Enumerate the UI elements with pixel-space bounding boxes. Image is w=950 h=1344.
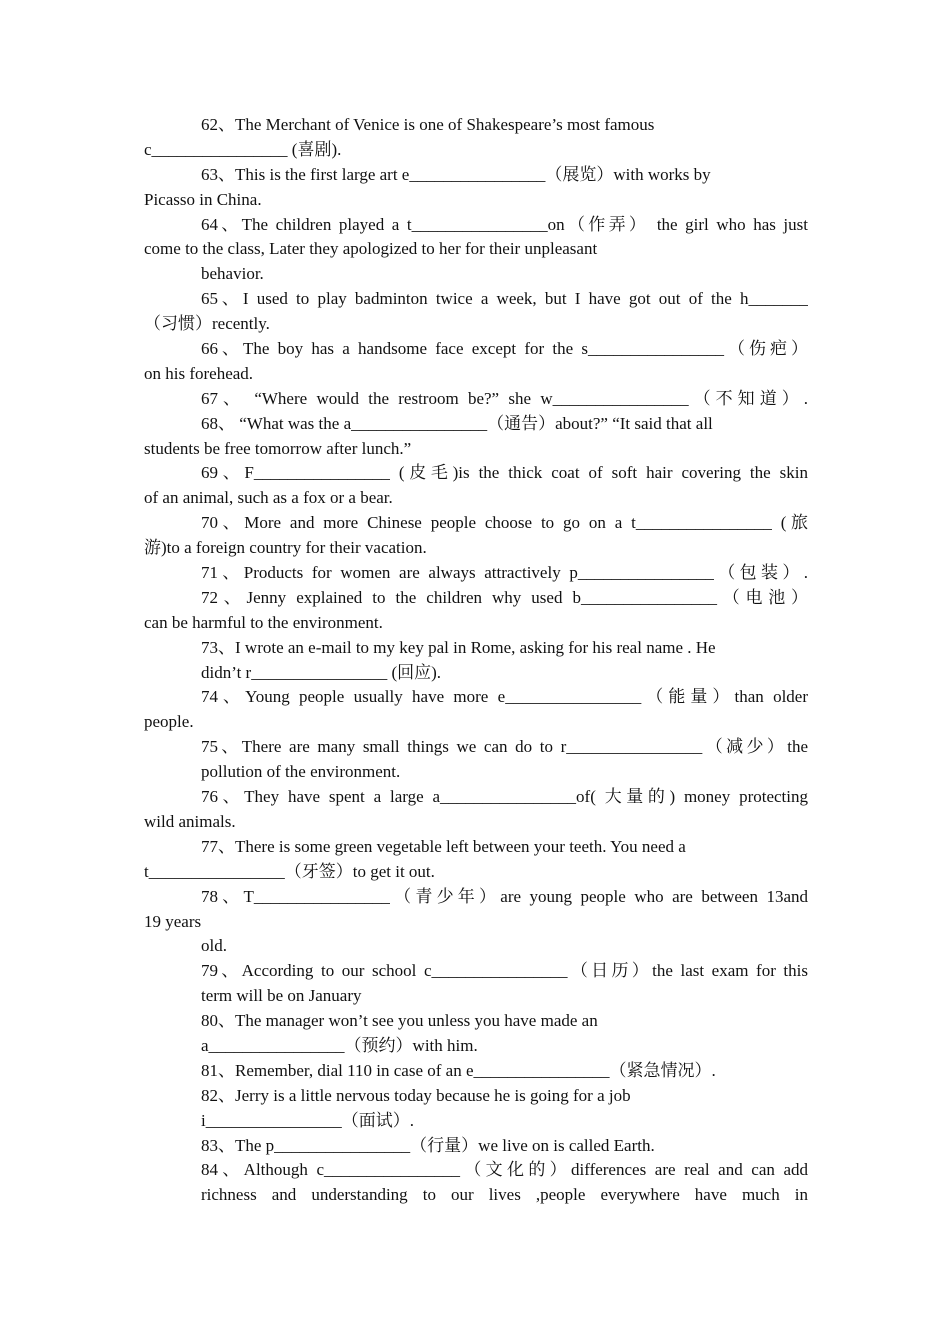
text-line: 75、There are many small things we can do to r________________（减少）the <box>201 737 808 757</box>
text-line: 64、The children played a t________________on（作弄） the girl who has just <box>201 214 808 234</box>
text-line: a________________（预约）with him. <box>201 1035 478 1055</box>
text-line: 78、T________________（青少年）are young people who are between 13and <box>201 886 808 906</box>
text-line: t________________（牙签）to get it out. <box>144 861 435 881</box>
text-line: 游)to a foreign country for their vacation. <box>144 538 427 558</box>
text-line: 63、This is the first large art e________________（展览）with works by <box>201 164 711 184</box>
text-line: students be free tomorrow after lunch.” <box>144 438 412 458</box>
text-line: richness and understanding to our lives ,people everywhere have much in <box>201 1185 808 1205</box>
text-line: old. <box>201 936 227 956</box>
text-line: behavior. <box>201 264 264 284</box>
text-line: 71、Products for women are always attractively p________________（包装）. <box>201 563 808 583</box>
text-line: people. <box>144 712 194 732</box>
exercise-page <box>144 113 808 1208</box>
text-line: 83、The p________________（行量）we live on is called Earth. <box>201 1135 655 1155</box>
text-line: 72、Jenny explained to the children why used b________________（电池） <box>201 587 808 607</box>
text-line: 67、 “Where would the restroom be?” she w________________（不知道）. <box>201 388 808 408</box>
text-line: 84、Although c________________（文化的）differences are real and can add <box>201 1160 808 1180</box>
text-line: Picasso in China. <box>144 189 262 209</box>
text-line: c________________ (喜剧). <box>144 139 342 159</box>
text-line: 65、I used to play badminton twice a week, but I have got out of the h_______ <box>201 289 808 309</box>
text-line: 79、According to our school c________________（日历）the last exam for this <box>201 961 808 981</box>
text-line: i________________（面试）. <box>201 1110 414 1130</box>
text-line: come to the class, Later they apologized to her for their unpleasant <box>144 239 598 259</box>
text-line: 82、Jerry is a little nervous today because he is going for a job <box>201 1085 631 1105</box>
text-line: （习惯）recently. <box>144 314 270 334</box>
text-line: 80、The manager won’t see you unless you have made an <box>201 1011 598 1031</box>
text-line: 69、F________________ (皮毛)is the thick coat of soft hair covering the skin <box>201 463 808 483</box>
text-line: on his forehead. <box>144 363 254 383</box>
text-line: 62、The Merchant of Venice is one of Shakespeare’s most famous <box>201 115 655 134</box>
text-line: 76、They have spent a large a________________of( 大量的) money protecting <box>201 787 808 807</box>
text-line: 70、More and more Chinese people choose to go on a t________________ (旅 <box>201 513 808 533</box>
text-line: can be harmful to the environment. <box>144 612 383 632</box>
text-line: 68、 “What was the a________________（通告）about?” “It said that all <box>201 413 713 433</box>
text-line: 77、There is some green vegetable left between your teeth. You need a <box>201 836 686 856</box>
text-line: 66、The boy has a handsome face except for the s________________（伤疤） <box>201 339 808 359</box>
text-line: pollution of the environment. <box>201 762 401 782</box>
text-line: 19 years <box>144 911 202 931</box>
text-line: 73、I wrote an e-mail to my key pal in Rome, asking for his real name . He <box>201 637 716 657</box>
text-line: didn’t r________________ (回应). <box>201 662 442 682</box>
text-line: term will be on January <box>201 986 362 1006</box>
text-line: 74、Young people usually have more e________________（能量）than older <box>201 687 808 707</box>
text-line: of an animal, such as a fox or a bear. <box>144 488 393 508</box>
text-line: 81、Remember, dial 110 in case of an e________________（紧急情况）. <box>201 1060 716 1080</box>
text-line: wild animals. <box>144 811 236 831</box>
